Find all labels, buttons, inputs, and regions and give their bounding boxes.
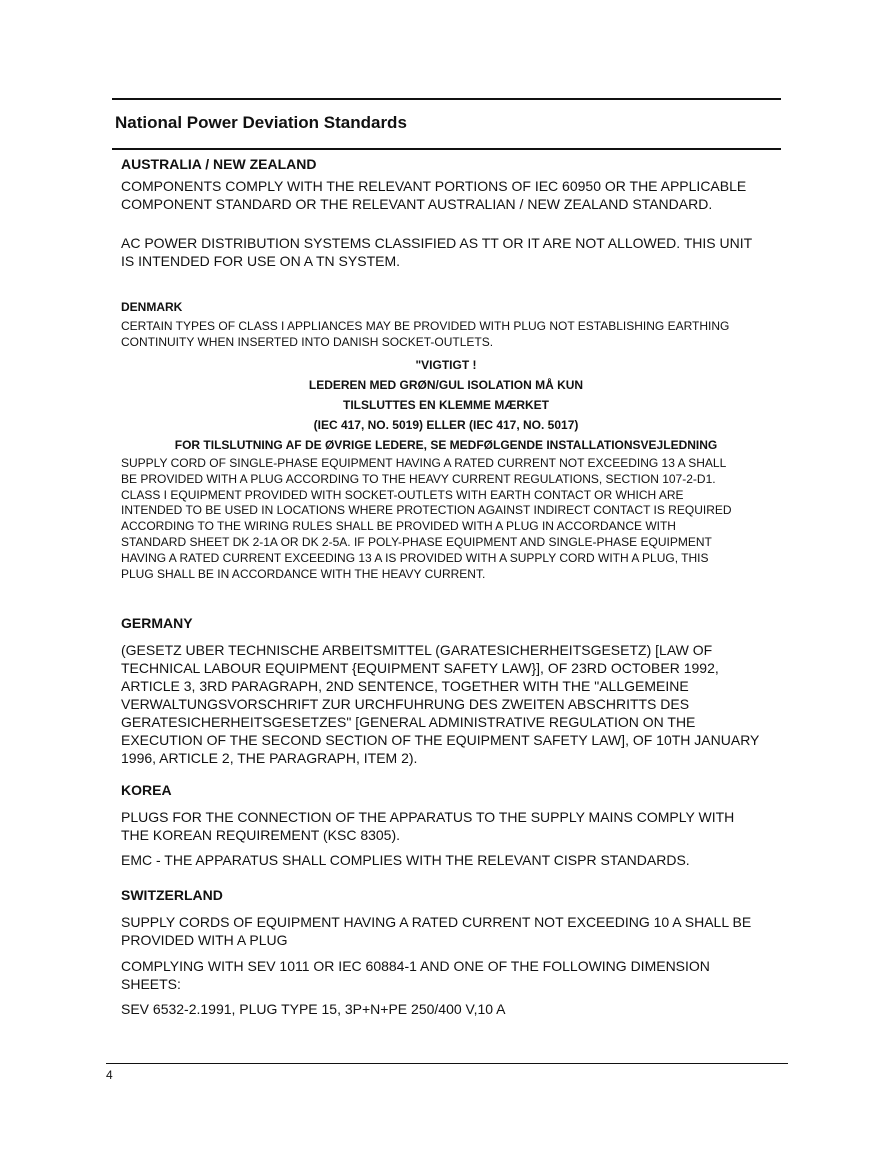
warning-line: "VIGTIGT ! [415,358,477,372]
korea-paragraph-1: PLUGS FOR THE CONNECTION OF THE APPARATUS TO THE SUPPLY MAINS COMPLY WITH THE KOREAN REQUIREMENT (KSC 8305). [121,809,735,843]
warning-line: FOR TILSLUTNING AF DE ØVRIGE LEDERE, SE MEDFØLGENDE INSTALLATIONSVEJLEDNING [174,438,718,452]
australia-paragraph-2: AC POWER DISTRIBUTION SYSTEMS CLASSIFIED AS TT OR IT ARE NOT ALLOWED. THIS UNIT IS INTENDED FOR USE ON A TN SYSTEM. [121,235,753,269]
section-heading-denmark: DENMARK [121,300,183,314]
top-divider [112,98,781,100]
page-title: National Power Deviation Standards [115,113,407,132]
switzerland-paragraph-3: SEV 6532-2.1991, PLUG TYPE 15, 3P+N+PE 250/400 V,10 A [121,1001,506,1017]
switzerland-paragraph-1: SUPPLY CORDS OF EQUIPMENT HAVING A RATED CURRENT NOT EXCEEDING 10 A SHALL BE PROVIDED WITH A PLUG [121,914,752,948]
section-heading-germany: GERMANY [121,615,193,631]
switzerland-paragraph-2: COMPLYING WITH SEV 1011 OR IEC 60884-1 AND ONE OF THE FOLLOWING DIMENSION SHEETS: [121,958,710,992]
section-heading-korea: KOREA [121,782,172,798]
page-number: 4 [106,1068,113,1082]
section-heading-switzerland: SWITZERLAND [121,887,223,903]
warning-line: (IEC 417, NO. 5019) ELLER (IEC 417, NO. 5017) [313,418,579,432]
footer-divider [106,1063,788,1064]
section-heading-australia: AUSTRALIA / NEW ZEALAND [121,156,317,172]
australia-paragraph-1: COMPONENTS COMPLY WITH THE RELEVANT PORTIONS OF IEC 60950 OR THE APPLICABLE COMPONENT STANDARD OR THE RELEVANT AUSTRALIAN / NEW ZEALAND STANDARD. [121,178,747,212]
denmark-paragraph-1: CERTAIN TYPES OF CLASS I APPLIANCES MAY BE PROVIDED WITH PLUG NOT ESTABLISHING EARTHING CONTINUITY WHEN INSERTED INTO DANISH SOCKET-OUTLETS. [121,319,730,349]
warning-line: TILSLUTTES EN KLEMME MÆRKET [343,398,549,412]
title-divider [112,148,781,150]
denmark-paragraph-2: SUPPLY CORD OF SINGLE-PHASE EQUIPMENT HAVING A RATED CURRENT NOT EXCEEDING 13 A SHALL BE PROVIDED WITH A PLUG ACCORDING TO THE HEAVY CURRENT REGULATIONS, SECTION 107-2-D1. CLASS I EQUIPMENT PROVIDED WITH SOCKET-OUTLETS WITH EARTH CONTACT OR WHICH ARE INTENDED TO BE USED IN LOCATIONS WHERE PROTECTION AGAINST INDIRECT CONTACT IS REQUIRED ACCORDING TO THE WIRING RULES SHALL BE PROVIDED WITH A PLUG IN ACCORDANCE WITH STANDARD SHEET DK 2-1A OR DK 2-5A. IF POLY-PHASE EQUIPMENT AND SINGLE-PHASE EQUIPMENT HAVING A RATED CURRENT EXCEEDING 13 A IS PROVIDED WITH A SUPPLY CORD WITH A PLUG, THIS PLUG SHALL BE IN ACCORDANCE WITH THE HEAVY CURRENT. [121,456,732,581]
denmark-warning-notice [121,355,771,455]
warning-line: LEDEREN MED GRØN/GUL ISOLATION MÅ KUN [308,378,584,392]
germany-paragraph-1: (GESETZ UBER TECHNISCHE ARBEITSMITTEL (GARATESICHERHEITSGESETZ) [LAW OF TECHNICAL LABOUR EQUIPMENT {EQUIPMENT SAFETY LAW}], OF 23RD OCTOBER 1992, ARTICLE 3, 3RD PARAGRAPH, 2ND SENTENCE, TOGETHER WITH THE "ALLGEMEINE VERWALTUNGSVORSCHRIFT ZUR URCHFUHRUNG DES ZWEITEN ABSCHRITTS DES GERATESICHERHEITSGESETZES" [GENERAL ADMINISTRATIVE REGULATION ON THE EXECUTION OF THE SECOND SECTION OF THE EQUIPMENT SAFETY LAW], OF 10TH JANUARY 1996, ARTICLE 2, THE PARAGRAPH, ITEM 2). [121,642,760,766]
korea-paragraph-2: EMC - THE APPARATUS SHALL COMPLIES WITH THE RELEVANT CISPR STANDARDS. [121,852,690,868]
